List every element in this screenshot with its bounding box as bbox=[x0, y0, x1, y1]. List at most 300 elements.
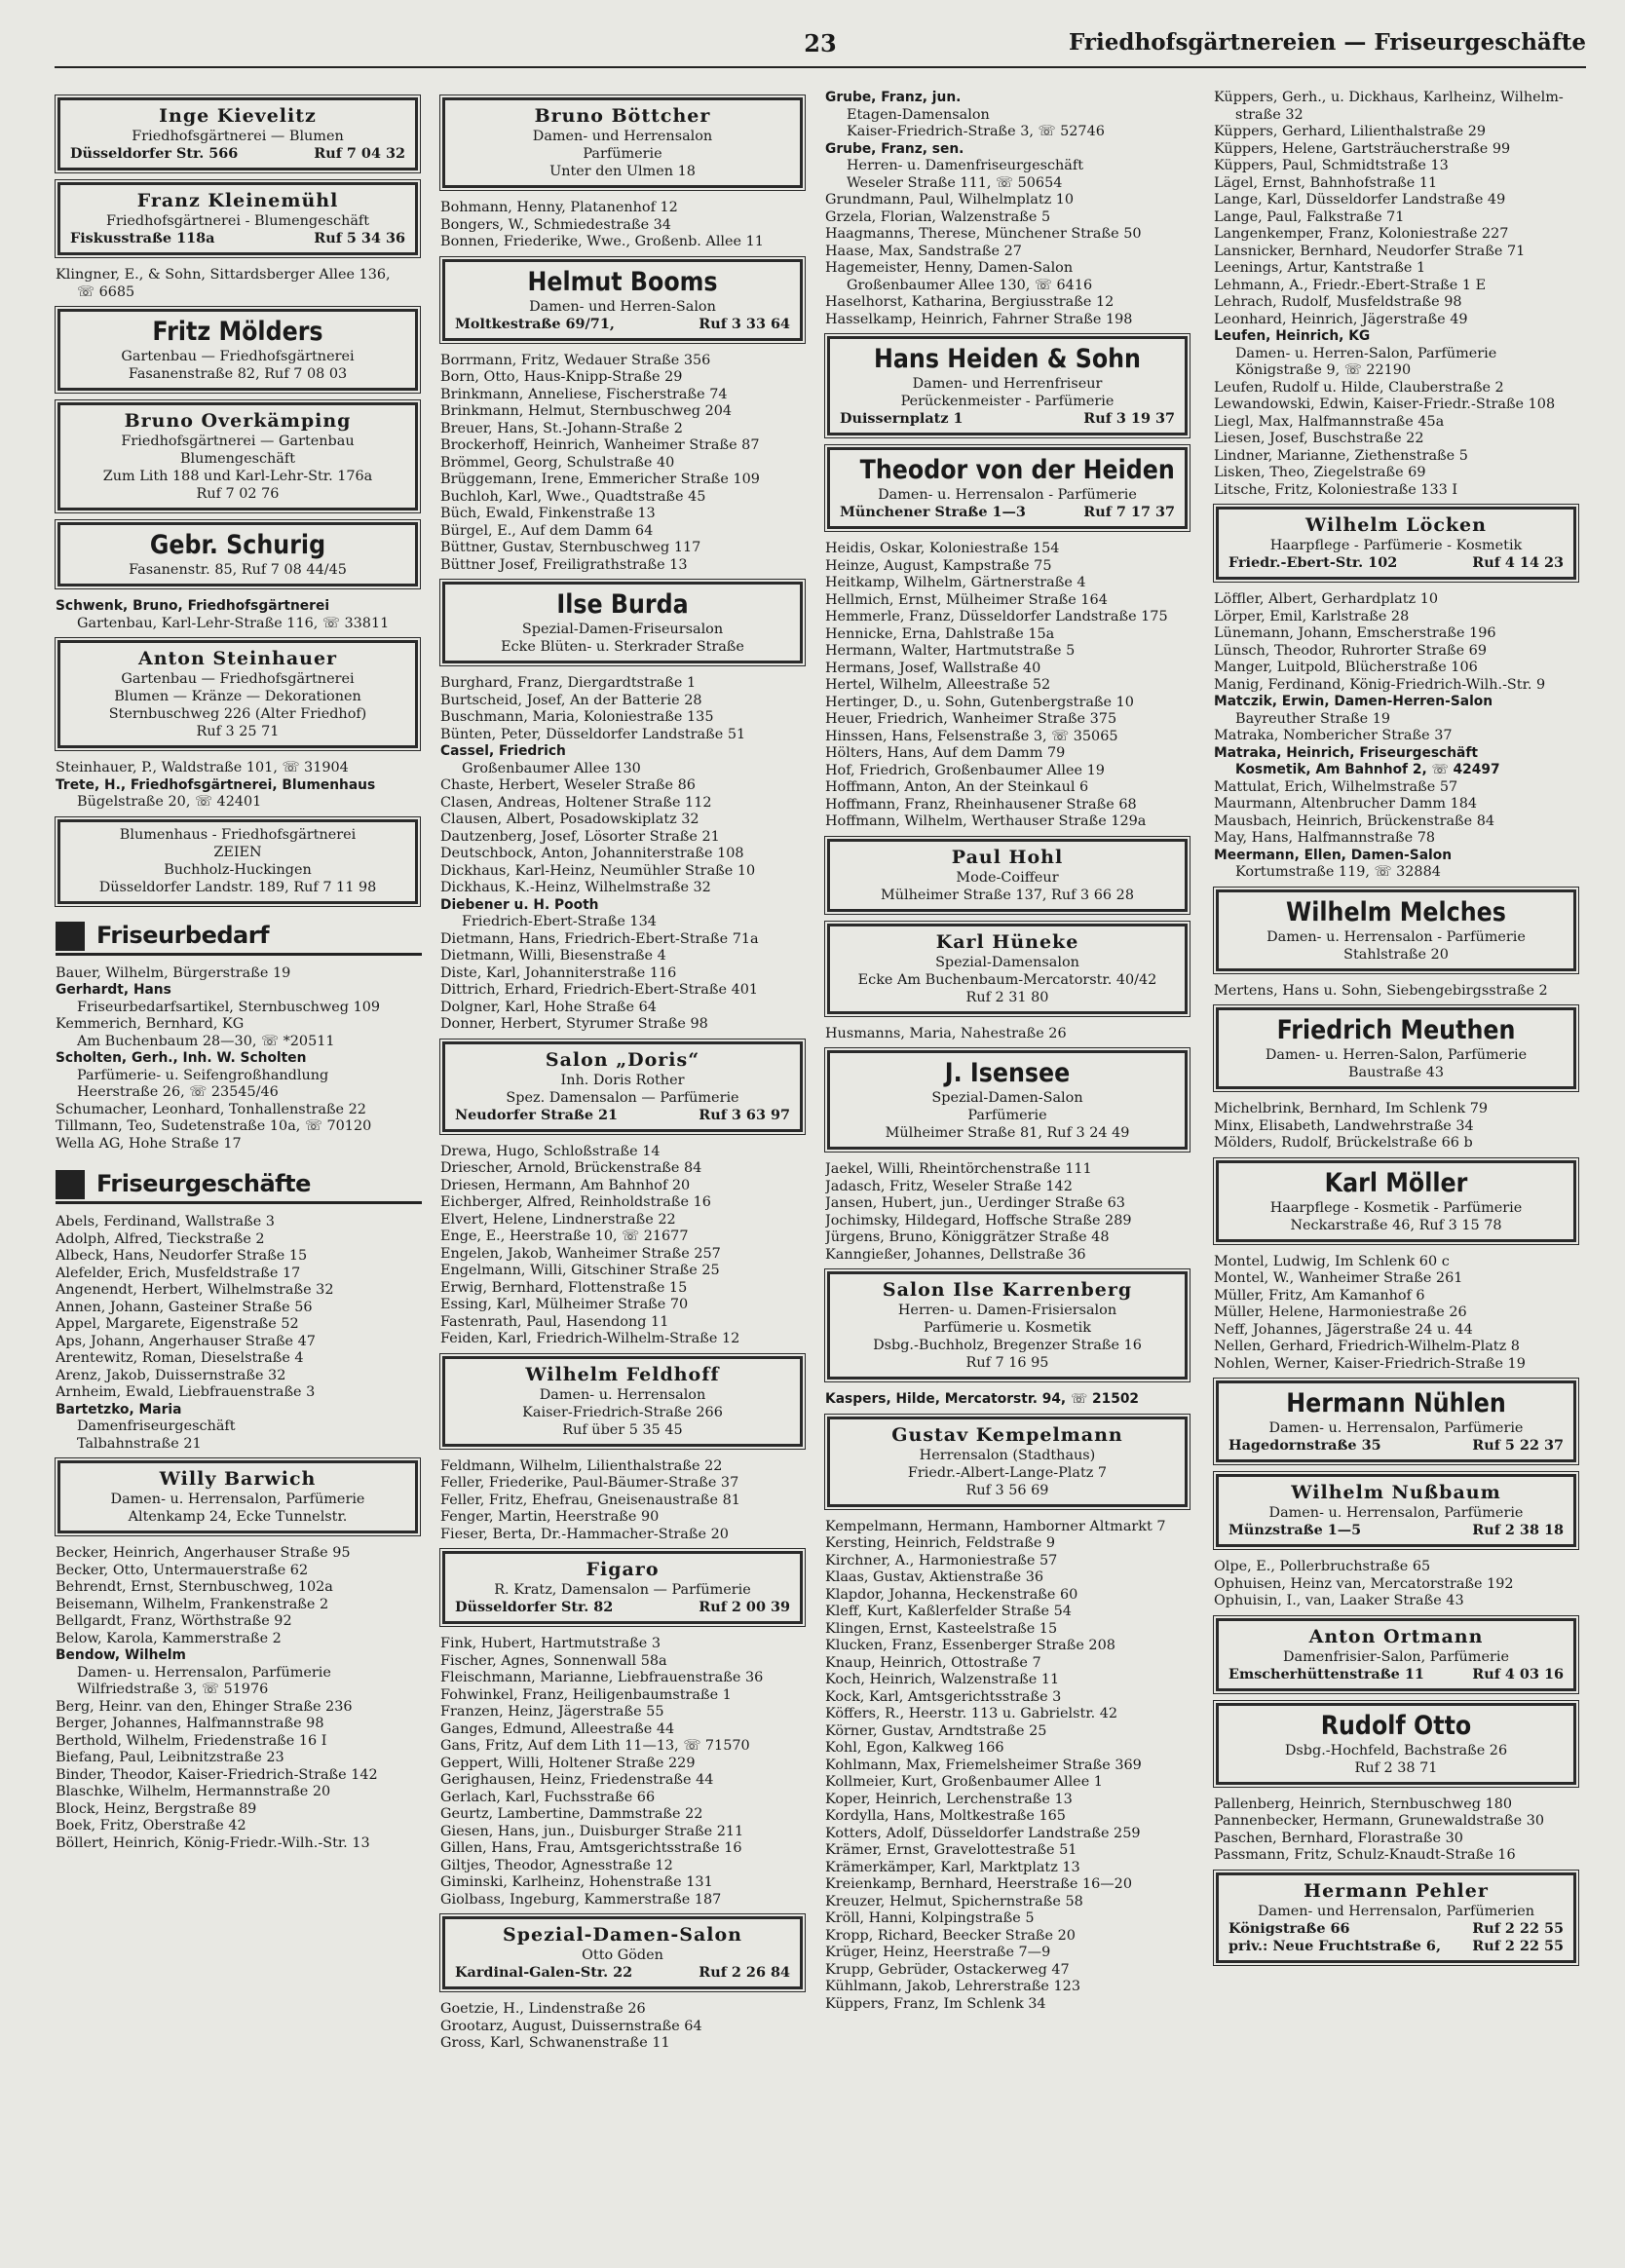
advertiser-name: Bruno Böttcher bbox=[534, 105, 711, 127]
directory-entry: Dautzenberg, Josef, Lösorter Straße 21 bbox=[440, 828, 720, 845]
directory-entry: Dickhaus, Karl-Heinz, Neumühler Straße 10 bbox=[440, 862, 756, 879]
directory-entry: Tillmann, Teo, Sudetenstraße 10a, ☏ 70120 bbox=[56, 1118, 372, 1134]
ad-text-line: Sternbuschweg 226 (Alter Friedhof) bbox=[108, 706, 367, 722]
directory-entry: Steinhauer, P., Waldstraße 101, ☏ 31904 bbox=[56, 760, 349, 775]
directory-entry: Giesen, Hans, jun., Duisburger Straße 211 bbox=[440, 1823, 744, 1839]
address-phone-row bbox=[455, 1599, 790, 1616]
directory-entry: Manger, Luitpold, Blücherstraße 106 bbox=[1214, 660, 1478, 675]
ad-phone: Ruf 4 14 23 bbox=[1472, 554, 1564, 571]
directory-entry: Bellgardt, Franz, Wörthstraße 92 bbox=[56, 1613, 292, 1629]
advertisement-box bbox=[57, 97, 418, 170]
directory-entry: Becker, Heinrich, Angerhauser Straße 95 bbox=[56, 1545, 351, 1561]
entry-list bbox=[1214, 983, 1580, 1001]
directory-entry: Behrendt, Ernst, Sternbuschweg, 102a bbox=[56, 1579, 333, 1595]
advertisement-box bbox=[827, 1050, 1188, 1150]
ad-text-line: Damen- u. Herrensalon - Parfümerie bbox=[1266, 928, 1526, 945]
directory-entry: Mölders, Rudolf, Brückelstraße 66 b bbox=[1214, 1135, 1473, 1151]
directory-entry: Brinkmann, Anneliese, Fischerstraße 74 bbox=[440, 386, 728, 402]
ad-text-line: Düsseldorfer Landstr. 189, Ruf 7 11 98 bbox=[98, 879, 377, 895]
entry-list bbox=[440, 675, 807, 1034]
directory-entry: Lange, Karl, Düsseldorfer Landstraße 49 bbox=[1214, 192, 1506, 208]
directory-entry: Burghard, Franz, Diergardtstraße 1 bbox=[440, 675, 697, 691]
advertisement-box bbox=[1216, 889, 1576, 971]
directory-entry: Hoffmann, Anton, An der Steinkaul 6 bbox=[825, 779, 1089, 795]
ad-phone: Ruf 7 17 37 bbox=[1083, 504, 1175, 520]
directory-entry: Elvert, Helene, Lindnerstraße 22 bbox=[440, 1211, 676, 1228]
directory-entry: Fleischmann, Marianne, Liebfrauenstraße 36 bbox=[440, 1670, 764, 1685]
directory-entry: Lisken, Theo, Ziegelstraße 69 bbox=[1214, 465, 1426, 480]
directory-entry: Essing, Karl, Mülheimer Straße 70 bbox=[440, 1297, 689, 1312]
advertisement-box bbox=[1216, 1618, 1576, 1691]
directory-entry: Nohlen, Werner, Kaiser-Friedrich-Straße 19 bbox=[1214, 1355, 1526, 1372]
directory-entry: Haase, Max, Sandstraße 27 bbox=[825, 243, 1022, 259]
ad-text-line: Gartenbau — Friedhofsgärtnerei bbox=[121, 349, 355, 364]
ad-text-line: Damen- u. Herrensalon, Parfümerie bbox=[110, 1492, 365, 1507]
ad-text-line: Damen- und Herrensalon bbox=[532, 129, 713, 144]
directory-entry: Bongers, W., Schmiedestraße 34 bbox=[440, 216, 671, 233]
directory-entry: Gillen, Hans, Frau, Amtsgerichtsstraße 16 bbox=[440, 1840, 742, 1856]
address-phone-row bbox=[70, 230, 405, 247]
directory-entry: Erwig, Bernhard, Flottenstraße 15 bbox=[440, 1279, 688, 1296]
directory-entry: Arenz, Jakob, Duissernstraße 32 bbox=[56, 1367, 286, 1383]
entry-continuation: Friedrich-Ebert-Straße 134 bbox=[462, 914, 657, 929]
advertisement-box bbox=[1216, 1474, 1576, 1547]
advertisement-box bbox=[442, 1916, 803, 1989]
directory-entry: Lehmann, A., Friedr.-Ebert-Straße 1 E bbox=[1214, 277, 1487, 293]
directory-entry: Angenendt, Herbert, Wilhelmstraße 32 bbox=[56, 1282, 334, 1298]
entry-list bbox=[56, 1545, 422, 1852]
ad-text-line: Dsbg.-Buchholz, Bregenzer Straße 16 bbox=[873, 1338, 1142, 1353]
directory-entry: Büttner Josef, Freiligrathstraße 13 bbox=[440, 556, 688, 573]
directory-entry: Heuer, Friedrich, Wanheimer Straße 375 bbox=[825, 711, 1117, 727]
ad-address: Emscherhüttenstraße 11 bbox=[1228, 1665, 1424, 1682]
directory-entry: Giltjes, Theodor, Agnesstraße 12 bbox=[440, 1857, 673, 1873]
advertisement-box bbox=[57, 522, 418, 586]
entry-list bbox=[825, 1519, 1191, 2014]
ad-address: Friedr.-Ebert-Str. 102 bbox=[1228, 554, 1398, 571]
advertiser-name: Franz Kleinemühl bbox=[136, 190, 339, 211]
ad-text-line: Spezial-Damen-Salon bbox=[931, 1090, 1083, 1106]
entry-list bbox=[1214, 90, 1580, 499]
directory-entry: Franzen, Heinz, Jägerstraße 55 bbox=[440, 1704, 664, 1720]
directory-entry: Grube, Franz, sen. bbox=[825, 140, 964, 157]
directory-entry: Litsche, Fritz, Koloniestraße 133 I bbox=[1214, 481, 1458, 498]
ad-address: Münchener Straße 1—3 bbox=[840, 504, 1026, 520]
ad-text-line: Damen- u. Herrensalon, Parfümerie bbox=[1268, 1420, 1524, 1436]
ad-address: Düsseldorfer Str. 82 bbox=[455, 1599, 614, 1615]
directory-entry: Trete, H., Friedhofsgärtnerei, Blumenhaus bbox=[56, 776, 376, 793]
address-phone-row bbox=[455, 316, 790, 333]
advertisement-box bbox=[1216, 1160, 1576, 1242]
directory-entry: Burtscheid, Josef, An der Batterie 28 bbox=[440, 692, 702, 708]
directory-entry: Hertel, Wilhelm, Alleestraße 52 bbox=[825, 677, 1051, 693]
directory-entry: Montel, Ludwig, Im Schlenk 60 c bbox=[1214, 1253, 1450, 1269]
entry-continuation: Königstraße 9, ☏ 22190 bbox=[1235, 362, 1412, 378]
directory-entry: Kordylla, Hans, Moltkestraße 165 bbox=[825, 1808, 1066, 1824]
ad-text-line: Damen- u. Herrensalon bbox=[539, 1386, 706, 1403]
entry-continuation: Friseurbedarfsartikel, Sternbuschweg 109 bbox=[77, 999, 381, 1015]
entry-list bbox=[825, 1391, 1191, 1409]
directory-entry: Olpe, E., Pollerbruchstraße 65 bbox=[1214, 1559, 1431, 1574]
directory-entry: Engelmann, Willi, Gitschiner Straße 25 bbox=[440, 1263, 720, 1278]
directory-entry: Feller, Friederike, Paul-Bäumer-Straße 37 bbox=[440, 1475, 739, 1491]
advertisement-box bbox=[442, 1356, 803, 1447]
directory-entry: Haagmanns, Therese, Münchener Straße 50 bbox=[825, 226, 1142, 242]
ad-text-line: Zum Lith 188 und Karl-Lehr-Str. 176a bbox=[102, 469, 373, 484]
ad-text-line: R. Kratz, Damensalon — Parfümerie bbox=[494, 1582, 751, 1598]
advertiser-name: Figaro bbox=[586, 1559, 660, 1580]
directory-entry: Liesen, Josef, Buschstraße 22 bbox=[1214, 431, 1424, 446]
ad-text-line: Buchholz-Huckingen bbox=[164, 861, 312, 878]
entry-list bbox=[825, 541, 1191, 831]
ad-text-line: Otto Göden bbox=[582, 1947, 663, 1963]
directory-entry: Grundmann, Paul, Wilhelmplatz 10 bbox=[825, 192, 1075, 208]
page-number: 23 bbox=[804, 29, 837, 57]
ad-address: Düsseldorfer Str. 566 bbox=[70, 145, 239, 162]
directory-entry: Abels, Ferdinand, Wallstraße 3 bbox=[56, 1214, 275, 1229]
directory-entry: Hasselkamp, Heinrich, Fahrner Straße 198 bbox=[825, 311, 1133, 327]
directory-entry: Dickhaus, K.-Heinz, Wilhelmstraße 32 bbox=[440, 880, 711, 895]
directory-entry: Feller, Fritz, Ehefrau, Gneisenaustraße 81 bbox=[440, 1492, 740, 1508]
ad-address: Neudorfer Straße 21 bbox=[455, 1106, 619, 1123]
ad-text-line: Damen- u. Herren-Salon, Parfümerie bbox=[1265, 1047, 1528, 1063]
column-2 bbox=[440, 90, 807, 2053]
ad-text-line: Stahlstraße 20 bbox=[1343, 946, 1449, 963]
advertiser-name: Ilse Burda bbox=[556, 589, 689, 620]
entry-continuation: Wilfriedstraße 3, ☏ 51976 bbox=[77, 1682, 269, 1697]
directory-entry: Hemmerle, Franz, Düsseldorfer Landstraße 175 bbox=[825, 609, 1168, 624]
directory-entry: Krupp, Gebrüder, Ostackerweg 47 bbox=[825, 1961, 1070, 1978]
directory-entry: Lehrach, Rudolf, Musfeldstraße 98 bbox=[1214, 294, 1462, 310]
entry-continuation: Etagen-Damensalon bbox=[847, 106, 990, 123]
directory-entry: Fieser, Berta, Dr.-Hammacher-Straße 20 bbox=[440, 1526, 729, 1542]
directory-entry: Diste, Karl, Johanniterstraße 116 bbox=[440, 964, 677, 981]
directory-entry: Körner, Gustav, Arndtstraße 25 bbox=[825, 1722, 1047, 1739]
advertiser-name: Spezial-Damen-Salon bbox=[503, 1924, 742, 1946]
advertisement-box bbox=[57, 1460, 418, 1533]
directory-entry: Driescher, Arnold, Brückenstraße 84 bbox=[440, 1160, 702, 1176]
directory-entry: Lewandowski, Edwin, Kaiser-Friedr.-Straße 108 bbox=[1214, 397, 1556, 412]
directory-entry: Berthold, Wilhelm, Friedenstraße 16 I bbox=[56, 1732, 327, 1749]
ad-text-line: Damen- u. Herrensalon - Parfümerie bbox=[878, 487, 1137, 503]
ad-text-line: Spezial-Damen-Friseursalon bbox=[521, 622, 724, 637]
directory-entry: Haselhorst, Katharina, Bergiusstraße 12 bbox=[825, 294, 1115, 310]
ad-text-line: Inh. Doris Rother bbox=[560, 1072, 685, 1088]
directory-entry: Ophuisen, Heinz van, Mercatorstraße 192 bbox=[1214, 1575, 1514, 1592]
directory-entry: Kreuzer, Helmut, Spichernstraße 58 bbox=[825, 1893, 1083, 1909]
address-phone-row bbox=[70, 145, 405, 163]
directory-entry: Montel, W., Wanheimer Straße 261 bbox=[1214, 1270, 1463, 1286]
directory-entry: Klucken, Franz, Essenberger Straße 208 bbox=[825, 1638, 1115, 1653]
ad-text-line: Altenkamp 24, Ecke Tunnelstr. bbox=[128, 1509, 348, 1525]
entry-list bbox=[440, 1144, 807, 1348]
directory-entry: Brinkmann, Helmut, Sternbuschweg 204 bbox=[440, 403, 733, 419]
directory-entry: Hoffmann, Wilhelm, Werthauser Straße 129a bbox=[825, 813, 1147, 829]
directory-entry: Böllert, Heinrich, König-Friedr.-Wilh.-Str. 13 bbox=[56, 1834, 370, 1851]
section-heading bbox=[56, 1170, 422, 1204]
advertiser-name: Theodor von der Heiden bbox=[859, 455, 1175, 485]
ad-text-line: Ruf über 5 35 45 bbox=[562, 1421, 683, 1438]
directory-entry: Krämer, Ernst, Gravelottestraße 51 bbox=[825, 1842, 1077, 1858]
advertiser-name: Salon Ilse Karrenberg bbox=[882, 1279, 1133, 1301]
advertiser-name: Bruno Overkämping bbox=[124, 410, 352, 432]
entry-continuation: Damen- u. Herrensalon, Parfümerie bbox=[77, 1664, 331, 1681]
ad-text-line: Dsbg.-Hochfeld, Bachstraße 26 bbox=[1284, 1742, 1508, 1758]
directory-entry: Grzela, Florian, Walzenstraße 5 bbox=[825, 208, 1051, 225]
directory-entry: Ganges, Edmund, Alleestraße 44 bbox=[440, 1720, 675, 1737]
entry-continuation: Heerstraße 26, ☏ 23545/46 bbox=[77, 1084, 279, 1100]
address-phone-row bbox=[840, 504, 1175, 521]
ad-text-line: Mode-Coiffeur bbox=[956, 869, 1059, 886]
ad-phone: Ruf 2 22 55 bbox=[1472, 1937, 1564, 1954]
ad-address: Fiskusstraße 118a bbox=[70, 230, 215, 246]
ad-text-line: Ruf 3 56 69 bbox=[965, 1482, 1049, 1498]
directory-entry: Dietmann, Hans, Friedrich-Ebert-Straße 71a bbox=[440, 930, 759, 947]
directory-entry: Müller, Fritz, Am Kamanhof 6 bbox=[1214, 1287, 1425, 1304]
ad-address: Kardinal-Galen-Str. 22 bbox=[455, 1964, 633, 1981]
entry-continuation: Kosmetik, Am Bahnhof 2, ☏ 42497 bbox=[1235, 762, 1500, 777]
advertiser-name: Gebr. Schurig bbox=[149, 530, 326, 560]
ad-text-line: Spezial-Damensalon bbox=[935, 954, 1079, 970]
ad-address: Hagedornstraße 35 bbox=[1228, 1437, 1381, 1454]
directory-entry: Minx, Elisabeth, Landwehrstraße 34 bbox=[1214, 1117, 1474, 1134]
directory-entry: Kanngießer, Johannes, Dellstraße 36 bbox=[825, 1246, 1086, 1263]
directory-entry: Beisemann, Wilhelm, Frankenstraße 2 bbox=[56, 1596, 329, 1612]
ad-address: Königstraße 66 bbox=[1228, 1919, 1350, 1937]
directory-entry: Aps, Johann, Angerhauser Straße 47 bbox=[56, 1333, 316, 1349]
directory-entry: Giminski, Karlheinz, Hohenstraße 131 bbox=[440, 1874, 713, 1890]
section-title: Friseurbedarf bbox=[96, 921, 270, 949]
entry-continuation: Kortumstraße 119, ☏ 32884 bbox=[1235, 864, 1441, 880]
directory-entry: Schwenk, Bruno, Friedhofsgärtnerei bbox=[56, 598, 330, 614]
directory-entry: Giolbass, Ingeburg, Kammerstraße 187 bbox=[440, 1891, 722, 1908]
advertiser-name: Hans Heiden & Sohn bbox=[874, 344, 1141, 374]
ad-address: priv.: Neue Fruchtstraße 6, bbox=[1228, 1937, 1441, 1954]
directory-entry: Cassel, Friedrich bbox=[440, 743, 566, 759]
directory-entry: Matraka, Nombericher Straße 37 bbox=[1214, 728, 1453, 743]
advertiser-name: Fritz Mölders bbox=[152, 317, 323, 347]
advertisement-box bbox=[442, 97, 803, 188]
advertisement-box bbox=[827, 447, 1188, 529]
directory-entry: Klapdor, Johanna, Heckenstraße 60 bbox=[825, 1586, 1078, 1603]
column-3 bbox=[825, 90, 1191, 2013]
ad-address: Münzstraße 1—5 bbox=[1228, 1522, 1362, 1538]
entry-continuation: Weseler Straße 111, ☏ 50654 bbox=[847, 174, 1063, 191]
directory-entry: Küppers, Franz, Im Schlenk 34 bbox=[825, 1995, 1046, 2012]
directory-entry: Annen, Johann, Gasteiner Straße 56 bbox=[56, 1299, 313, 1315]
ad-text-line: Haarpflege - Parfümerie - Kosmetik bbox=[1269, 538, 1523, 553]
section-marker-square bbox=[56, 1170, 85, 1199]
ad-text-line: Kaiser-Friedrich-Straße 266 bbox=[522, 1404, 723, 1420]
advertiser-name: Karl Hüneke bbox=[935, 930, 1079, 953]
directory-entry: Fink, Hubert, Hartmutstraße 3 bbox=[440, 1636, 661, 1651]
address-phone-row bbox=[1228, 1920, 1564, 1938]
section-title: Friseurgeschäfte bbox=[96, 1170, 311, 1198]
entry-continuation: Bügelstraße 20, ☏ 42401 bbox=[77, 794, 262, 810]
directory-entry: Bürgel, E., Auf dem Damm 64 bbox=[440, 522, 654, 539]
directory-entry: Matraka, Heinrich, Friseurgeschäft bbox=[1214, 744, 1478, 761]
ad-text-line: Damen- und Herren-Salon bbox=[529, 298, 716, 315]
directory-entry: Büch, Ewald, Finkenstraße 13 bbox=[440, 506, 656, 521]
directory-entry: Müller, Helene, Harmoniestraße 26 bbox=[1214, 1304, 1467, 1320]
directory-entry: Michelbrink, Bernhard, Im Schlenk 79 bbox=[1214, 1101, 1489, 1116]
directory-entry: Brockerhoff, Heinrich, Wanheimer Straße 87 bbox=[440, 437, 760, 453]
directory-entry: Matczik, Erwin, Damen-Herren-Salon bbox=[1214, 694, 1493, 709]
directory-entry: Bünten, Peter, Düsseldorfer Landstraße 51 bbox=[440, 726, 746, 742]
directory-entry: Kock, Karl, Amtsgerichtsstraße 3 bbox=[825, 1688, 1062, 1705]
directory-entry: Feiden, Karl, Friedrich-Wilhelm-Straße 12 bbox=[440, 1331, 740, 1346]
directory-entry: Albeck, Hans, Neudorfer Straße 15 bbox=[56, 1248, 308, 1264]
directory-entry: Meermann, Ellen, Damen-Salon bbox=[1214, 847, 1453, 863]
directory-entry: Hoffmann, Franz, Rheinhausener Straße 68 bbox=[825, 796, 1137, 813]
directory-entry: Buschmann, Maria, Koloniestraße 135 bbox=[440, 709, 714, 725]
entry-list bbox=[1214, 1101, 1580, 1153]
ad-text-line: Mülheimer Straße 81, Ruf 3 24 49 bbox=[885, 1125, 1130, 1141]
directory-entry: Driesen, Hermann, Am Bahnhof 20 bbox=[440, 1177, 691, 1193]
directory-entry: Drewa, Hugo, Schloßstraße 14 bbox=[440, 1143, 661, 1159]
directory-entry: Hertinger, D., u. Sohn, Gutenbergstraße 10 bbox=[825, 694, 1134, 710]
ad-text-line: Fasanenstr. 85, Ruf 7 08 44/45 bbox=[129, 562, 347, 578]
directory-entry: Maurmann, Altenbrucher Damm 184 bbox=[1214, 796, 1478, 812]
entry-list bbox=[1214, 1559, 1580, 1610]
directory-entry: Paschen, Bernhard, Florastraße 30 bbox=[1214, 1830, 1463, 1846]
directory-entry: Below, Karola, Kammerstraße 2 bbox=[56, 1630, 282, 1646]
directory-entry: Gerighausen, Heinz, Friedenstraße 44 bbox=[440, 1772, 714, 1788]
directory-entry: Gross, Karl, Schwanenstraße 11 bbox=[440, 2035, 670, 2051]
directory-entry: Mausbach, Heinrich, Brückenstraße 84 bbox=[1214, 813, 1495, 829]
directory-entry: Jaekel, Willi, Rheintörchenstraße 111 bbox=[825, 1161, 1092, 1177]
directory-entry: Hinssen, Hans, Felsenstraße 3, ☏ 35065 bbox=[825, 728, 1118, 744]
ad-phone: Ruf 2 22 55 bbox=[1472, 1919, 1564, 1937]
directory-entry: Leufen, Rudolf u. Hilde, Clauberstraße 2 bbox=[1214, 379, 1504, 396]
directory-entry: Köffers, R., Heerstr. 113 u. Gabrielstr. 42 bbox=[825, 1706, 1118, 1721]
running-head: Friedhofsgärtnereien — Friseurgeschäfte bbox=[1069, 29, 1586, 56]
directory-entry: Adolph, Alfred, Tieckstraße 2 bbox=[56, 1230, 265, 1247]
ad-phone: Ruf 4 03 16 bbox=[1472, 1665, 1564, 1682]
ad-text-line: Ruf 3 25 71 bbox=[196, 724, 280, 739]
ad-phone: Ruf 3 19 37 bbox=[1083, 410, 1175, 427]
directory-entry: Kempelmann, Hermann, Hamborner Altmarkt 7 bbox=[825, 1518, 1166, 1534]
directory-entry: Kühlmann, Jakob, Lehrerstraße 123 bbox=[825, 1979, 1080, 1994]
advertisement-box bbox=[442, 582, 803, 663]
ad-text-line: ZEIEN bbox=[213, 844, 262, 860]
directory-entry: Husmanns, Maria, Nahestraße 26 bbox=[825, 1025, 1067, 1041]
entry-list bbox=[56, 598, 422, 632]
ad-text-line: Friedhofsgärtnerei - Blumengeschäft bbox=[105, 213, 370, 229]
directory-entry: Lägel, Ernst, Bahnhofstraße 11 bbox=[1214, 174, 1438, 191]
directory-entry: Nellen, Gerhard, Friedrich-Wilhelm-Platz 8 bbox=[1214, 1339, 1520, 1354]
directory-entry: Fenger, Martin, Heerstraße 90 bbox=[440, 1509, 660, 1525]
entry-continuation: Großenbaumer Allee 130 bbox=[462, 760, 641, 776]
directory-entry: Gerhardt, Hans bbox=[56, 982, 171, 998]
advertisement-box bbox=[442, 259, 803, 341]
directory-entry: Kohlmann, Max, Friemelsheimer Straße 369 bbox=[825, 1757, 1142, 1773]
advertiser-name: Gustav Kempelmann bbox=[891, 1423, 1123, 1446]
entry-continuation: Herren- u. Damenfriseurgeschäft bbox=[847, 158, 1083, 173]
directory-entry: Fischer, Agnes, Sonnenwall 58a bbox=[440, 1652, 667, 1669]
directory-entry: Bauer, Wilhelm, Bürgerstraße 19 bbox=[56, 964, 291, 981]
directory-entry: Grube, Franz, jun. bbox=[825, 90, 962, 105]
advertisement-box bbox=[57, 309, 418, 391]
column-4 bbox=[1214, 90, 1580, 1975]
directory-entry: Bendow, Wilhelm bbox=[56, 1647, 186, 1663]
ad-text-line: Damen- und Herrensalon, Parfümerien bbox=[1257, 1903, 1535, 1919]
advertisement-box bbox=[57, 402, 418, 510]
directory-entry: Kemmerich, Bernhard, KG bbox=[56, 1016, 245, 1032]
advertiser-name: Hermann Nühlen bbox=[1286, 1388, 1506, 1418]
directory-entry: Liegl, Max, Halfmannstraße 45a bbox=[1214, 413, 1445, 430]
directory-entry: Mattulat, Erich, Wilhelmstraße 57 bbox=[1214, 778, 1458, 795]
directory-entry: Küppers, Helene, Gartsträucherstraße 99 bbox=[1214, 140, 1511, 157]
directory-entry: May, Hans, Halfmannstraße 78 bbox=[1214, 830, 1436, 846]
directory-entry: Kropp, Richard, Beecker Straße 20 bbox=[825, 1927, 1076, 1944]
ad-text-line: Friedhofsgärtnerei — Gartenbau bbox=[121, 434, 355, 449]
ad-text-line: Ecke Am Buchenbaum-Mercatorstr. 40/42 bbox=[857, 971, 1157, 988]
section-marker-square bbox=[56, 922, 85, 951]
ad-phone: Ruf 2 26 84 bbox=[699, 1964, 790, 1981]
directory-entry: Kaspers, Hilde, Mercatorstr. 94, ☏ 21502 bbox=[825, 1391, 1140, 1407]
ad-text-line: Neckarstraße 46, Ruf 3 15 78 bbox=[1290, 1217, 1502, 1233]
directory-entry: Block, Heinz, Bergstraße 89 bbox=[56, 1800, 257, 1817]
entry-list bbox=[440, 353, 807, 575]
directory-entry: Clausen, Albert, Posadowskiplatz 32 bbox=[440, 812, 699, 827]
advertiser-name: Wilhelm Feldhoff bbox=[525, 1363, 720, 1385]
advertisement-box bbox=[57, 182, 418, 255]
directory-entry: Heidis, Oskar, Koloniestraße 154 bbox=[825, 541, 1060, 556]
directory-entry: Jochimsky, Hildegard, Hoffsche Straße 289 bbox=[825, 1212, 1132, 1228]
advertisement-box bbox=[827, 1271, 1188, 1380]
directory-entry: Brömmel, Georg, Schulstraße 40 bbox=[440, 454, 675, 471]
directory-entry: Kirchner, A., Harmoniestraße 57 bbox=[825, 1552, 1058, 1569]
directory-entry: Dittrich, Erhard, Friedrich-Ebert-Straße 401 bbox=[440, 982, 759, 998]
entry-list bbox=[825, 90, 1191, 328]
directory-entry: Lindner, Marianne, Ziethenstraße 5 bbox=[1214, 447, 1468, 464]
ad-phone: Ruf 3 33 64 bbox=[699, 315, 790, 332]
directory-entry: Diebener u. H. Pooth bbox=[440, 896, 599, 913]
ad-text-line: Ecke Blüten- u. Sterkrader Straße bbox=[501, 639, 744, 655]
ad-phone: Ruf 3 63 97 bbox=[699, 1106, 790, 1123]
directory-entry: Alefelder, Erich, Musfeldstraße 17 bbox=[56, 1265, 301, 1281]
ad-text-line: Damenfrisier-Salon, Parfümerie bbox=[1283, 1648, 1509, 1665]
ad-text-line: Blumenhaus - Friedhofsgärtnerei bbox=[119, 826, 357, 843]
ad-text-line: Haarpflege - Kosmetik - Parfümerie bbox=[1269, 1199, 1523, 1216]
directory-entry: Bonnen, Friederike, Wwe., Großenb. Allee 11 bbox=[440, 234, 764, 249]
directory-entry: Gans, Fritz, Auf dem Lith 11—13, ☏ 71570 bbox=[440, 1738, 750, 1754]
directory-entry: Breuer, Hans, St.-Johann-Straße 2 bbox=[440, 420, 683, 436]
directory-entry: Becker, Otto, Untermauerstraße 62 bbox=[56, 1562, 309, 1578]
directory-entry: Goetzie, H., Lindenstraße 26 bbox=[440, 2001, 646, 2017]
directory-entry: Scholten, Gerh., Inh. W. Scholten bbox=[56, 1050, 307, 1066]
directory-entry: Neff, Johannes, Jägerstraße 24 u. 44 bbox=[1214, 1321, 1473, 1338]
directory-entry: Küppers, Paul, Schmidtstraße 13 bbox=[1214, 158, 1449, 173]
advertisement-box bbox=[57, 640, 418, 748]
ad-text-line: Friedhofsgärtnerei — Blumen bbox=[132, 129, 344, 144]
advertiser-name: Wilhelm Löcken bbox=[1305, 514, 1487, 536]
advertisement-box bbox=[57, 819, 418, 904]
ad-text-line: Damen- und Herrenfriseur bbox=[912, 376, 1103, 392]
advertisement-box bbox=[1216, 1007, 1576, 1089]
directory-entry: Arentewitz, Roman, Dieselstraße 4 bbox=[56, 1350, 304, 1366]
directory-entry: Donner, Herbert, Styrumer Straße 98 bbox=[440, 1016, 708, 1032]
address-phone-row bbox=[455, 1964, 790, 1982]
entry-list bbox=[440, 1636, 807, 1909]
address-phone-row bbox=[1228, 1938, 1564, 1955]
advertiser-name: Wilhelm Nußbaum bbox=[1291, 1482, 1501, 1503]
directory-entry: Lünsch, Theodor, Ruhrorter Straße 69 bbox=[1214, 642, 1487, 659]
ad-text-line: Gartenbau — Friedhofsgärtnerei bbox=[121, 671, 355, 687]
directory-entry: Fastenrath, Paul, Hasendong 11 bbox=[440, 1313, 669, 1330]
directory-entry: Mertens, Hans u. Sohn, Siebengebirgsstraße 2 bbox=[1214, 982, 1548, 999]
